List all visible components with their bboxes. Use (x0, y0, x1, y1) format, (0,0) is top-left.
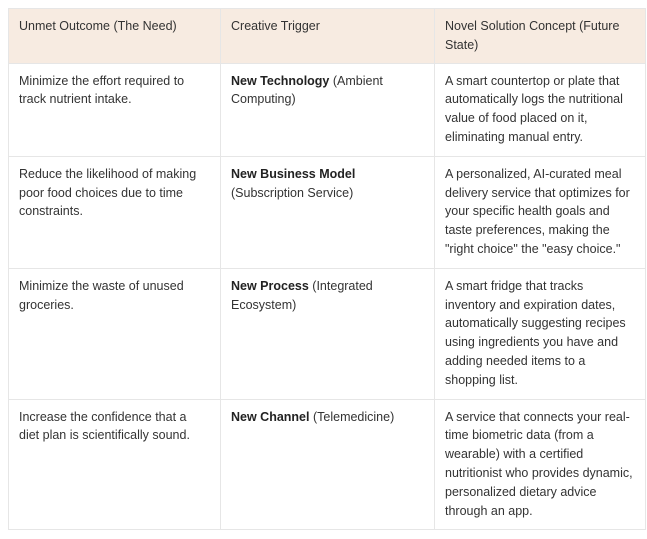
solution-cell: A smart countertop or plate that automatically logs the nutritional value of food placed on it, eliminating manual entry. (435, 63, 646, 156)
trigger-detail: (Telemedicine) (309, 409, 395, 424)
solution-cell: A smart fridge that tracks inventory and expiration dates, automatically suggesting recipes using ingredients you have and adding needed items to a shopping list. (435, 268, 646, 399)
trigger-detail: (Ambient Computing) (231, 73, 383, 107)
trigger-cell (221, 156, 435, 268)
header-row (9, 9, 646, 64)
trigger-detail: (Integrated Ecosystem) (231, 278, 373, 312)
innovation-table (8, 8, 646, 530)
header-trigger: Creative Trigger (221, 9, 435, 64)
outcome-cell: Increase the confidence that a diet plan is scientifically sound. (9, 399, 221, 530)
trigger-cell (221, 268, 435, 399)
outcome-cell: Minimize the effort required to track nutrient intake. (9, 63, 221, 156)
header-solution: Novel Solution Concept (Future State) (435, 9, 646, 64)
solution-cell: A personalized, AI-curated meal delivery service that optimizes for your specific health goals and taste preferences, making the "right choice" the "easy choice." (435, 156, 646, 268)
trigger-cell (221, 399, 435, 530)
header-outcome: Unmet Outcome (The Need) (9, 9, 221, 64)
trigger-type: New Technology (231, 73, 330, 88)
table-row (9, 268, 646, 399)
trigger-cell (221, 63, 435, 156)
trigger-type: New Business Model (231, 166, 356, 181)
solution-cell: A service that connects your real-time biometric data (from a wearable) with a certified nutritionist who provides dynamic, personalized dietary advice through an app. (435, 399, 646, 530)
table-row (9, 399, 646, 530)
table-row (9, 156, 646, 268)
outcome-cell: Minimize the waste of unused groceries. (9, 268, 221, 399)
trigger-type: New Channel (231, 409, 310, 424)
trigger-type: New Process (231, 278, 309, 293)
trigger-detail: (Subscription Service) (231, 185, 354, 200)
table-row (9, 63, 646, 156)
outcome-cell: Reduce the likelihood of making poor food choices due to time constraints. (9, 156, 221, 268)
